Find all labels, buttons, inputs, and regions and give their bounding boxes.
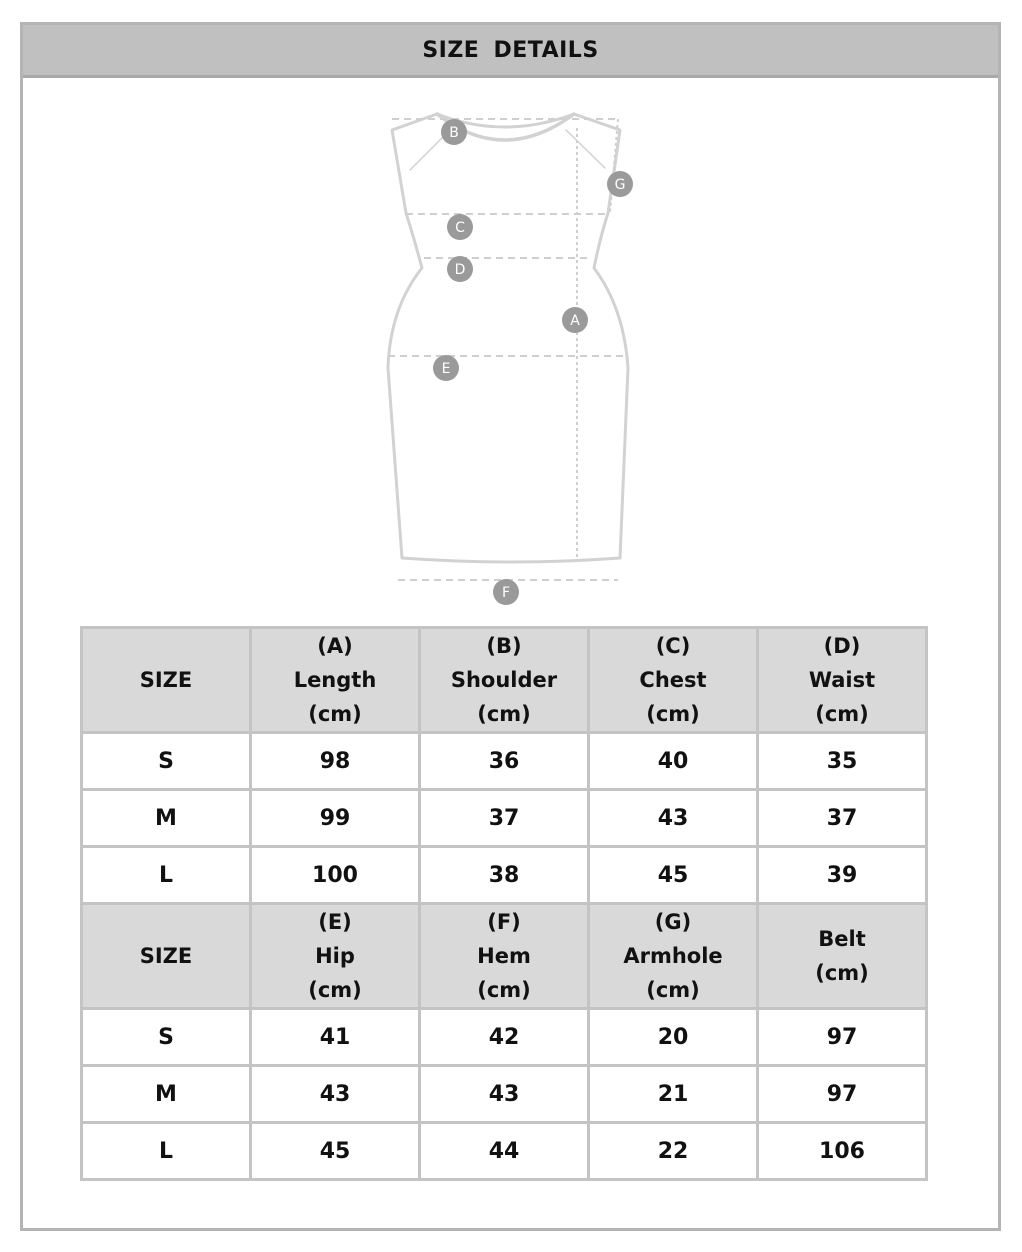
- hip-cell: 43: [251, 1066, 420, 1123]
- header-hem: (F) Hem (cm): [420, 904, 589, 1009]
- svg-text:A: A: [570, 313, 580, 329]
- hip-cell: 45: [251, 1123, 420, 1180]
- header-armhole: (G) Armhole (cm): [589, 904, 758, 1009]
- size-cell: S: [82, 1009, 251, 1066]
- dress-outline: [388, 114, 628, 562]
- marker-e: [433, 355, 459, 381]
- hip-cell: 41: [251, 1009, 420, 1066]
- belt-cell: 106: [758, 1123, 927, 1180]
- armhole-cell: 22: [589, 1123, 758, 1180]
- waist-cell: 37: [758, 790, 927, 847]
- header-shoulder: (B) Shoulder (cm): [420, 628, 589, 733]
- header-belt: Belt (cm): [758, 904, 927, 1009]
- marker-f: [493, 579, 519, 605]
- table1-header-row: [82, 628, 927, 733]
- size-cell: M: [82, 790, 251, 847]
- marker-g: [607, 171, 633, 197]
- header-chest: (C) Chest (cm): [589, 628, 758, 733]
- marker-c: [447, 214, 473, 240]
- page-title: SIZE DETAILS: [422, 37, 599, 63]
- svg-text:F: F: [501, 585, 511, 601]
- belt-cell: 97: [758, 1066, 927, 1123]
- table-row: [82, 1066, 927, 1123]
- table2-header-row: [82, 904, 927, 1009]
- dress-measurement-diagram: [362, 88, 662, 601]
- svg-text:E: E: [441, 361, 451, 377]
- size-cell: L: [82, 847, 251, 904]
- shoulder-cell: 36: [420, 733, 589, 790]
- size-chart-table: [80, 626, 928, 1181]
- svg-text:B: B: [449, 125, 459, 141]
- table-row: [82, 1009, 927, 1066]
- armhole-cell: 20: [589, 1009, 758, 1066]
- shoulder-cell: 38: [420, 847, 589, 904]
- hem-cell: 44: [420, 1123, 589, 1180]
- header-waist: (D) Waist (cm): [758, 628, 927, 733]
- waist-cell: 39: [758, 847, 927, 904]
- waist-cell: 35: [758, 733, 927, 790]
- armhole-cell: 21: [589, 1066, 758, 1123]
- size-cell: L: [82, 1123, 251, 1180]
- header-length: (A) Length (cm): [251, 628, 420, 733]
- marker-b: [441, 119, 467, 145]
- belt-cell: 97: [758, 1009, 927, 1066]
- size-cell: M: [82, 1066, 251, 1123]
- table-row: [82, 847, 927, 904]
- chest-cell: 45: [589, 847, 758, 904]
- svg-text:D: D: [454, 262, 466, 278]
- size-cell: S: [82, 733, 251, 790]
- hem-cell: 43: [420, 1066, 589, 1123]
- table-row: [82, 790, 927, 847]
- marker-d: [447, 256, 473, 282]
- table-row: [82, 733, 927, 790]
- hem-cell: 42: [420, 1009, 589, 1066]
- header-size: SIZE: [82, 904, 251, 1009]
- length-cell: 100: [251, 847, 420, 904]
- chest-cell: 43: [589, 790, 758, 847]
- svg-text:G: G: [614, 177, 626, 193]
- length-cell: 99: [251, 790, 420, 847]
- table-row: [82, 1123, 927, 1180]
- svg-text:C: C: [455, 220, 465, 236]
- marker-a: [562, 307, 588, 333]
- measurement-guides: [388, 119, 628, 580]
- shoulder-cell: 37: [420, 790, 589, 847]
- title-band: [23, 25, 998, 78]
- header-size: SIZE: [82, 628, 251, 733]
- chest-cell: 40: [589, 733, 758, 790]
- length-cell: 98: [251, 733, 420, 790]
- header-hip: (E) Hip (cm): [251, 904, 420, 1009]
